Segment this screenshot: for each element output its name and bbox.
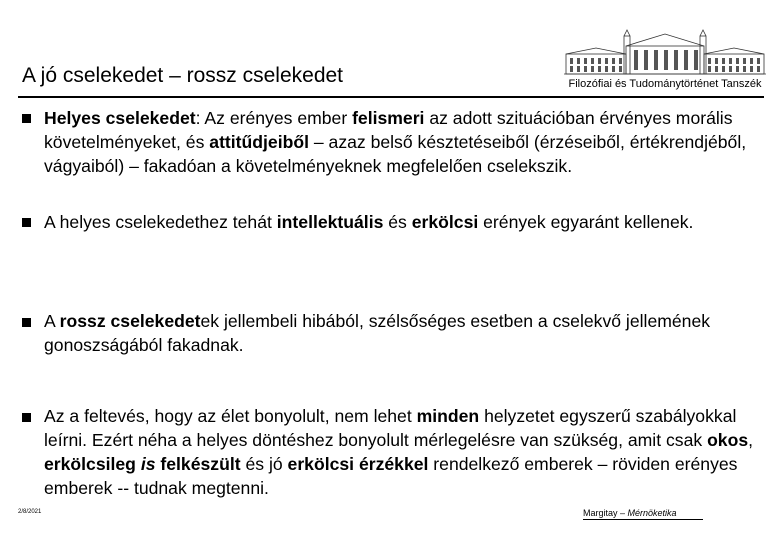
footer-author-name: Margitay – bbox=[583, 508, 628, 518]
body-text: : Az erényes ember bbox=[195, 108, 353, 128]
bullet-paragraph bbox=[44, 106, 766, 178]
footer-date: 2/8/2021 bbox=[18, 509, 42, 515]
bold-text: rossz cselekedet bbox=[59, 311, 201, 331]
emphasis-text: is bbox=[140, 454, 156, 474]
bullet-marker bbox=[22, 413, 31, 422]
body-text: A bbox=[44, 311, 60, 331]
body-text: Az a feltevés, hogy az élet bonyolult, nem lehet bbox=[44, 406, 417, 426]
bullet-marker bbox=[22, 218, 31, 227]
bold-text: intellektuális bbox=[276, 212, 384, 232]
bold-text bbox=[141, 454, 156, 474]
bullet-paragraph bbox=[44, 309, 766, 357]
body-text: helyzetet egyszerű szabályokkal leírni. Ezért néha a helyes döntéshez bonyolult mérlegelésre van szükség, amit csak bbox=[44, 406, 737, 450]
logo-caption: Filozófiai és Tudománytörténet Tanszék bbox=[568, 78, 762, 90]
body-text: és jó bbox=[240, 454, 288, 474]
body-text: erények egyaránt kellenek. bbox=[478, 212, 694, 232]
bold-text: erkölcsileg bbox=[44, 454, 141, 474]
body-text: – azaz belső késztetéseiből (érzéseiből, értékrendjéből, vágyaiból) – fakadóan a követelményeknek megfelelően cselekszik. bbox=[44, 132, 747, 176]
bullet-marker bbox=[22, 114, 31, 123]
body-text: rendelkező emberek – röviden erényes emberek -- tudnak megtenni. bbox=[44, 454, 738, 498]
bullet-marker bbox=[22, 318, 31, 327]
bullet-paragraph bbox=[44, 404, 766, 500]
footer-divider bbox=[583, 519, 703, 520]
bullet-paragraph bbox=[44, 210, 766, 234]
body-text: , bbox=[748, 430, 754, 450]
bold-text: felkészült bbox=[155, 454, 241, 474]
title-divider bbox=[18, 96, 764, 98]
footer-course-title: Mérnöketika bbox=[627, 508, 677, 518]
footer-author bbox=[583, 508, 677, 518]
bold-text: erkölcsi bbox=[411, 212, 479, 232]
body-text: ek jellembeli hibából, szélsőséges esetben a cselekvő jellemének gonoszságából fakadnak. bbox=[44, 311, 711, 355]
body-text: az adott szituációban érvényes morális követelményeket, és bbox=[44, 108, 733, 152]
bold-text: Helyes cselekedet bbox=[44, 108, 196, 128]
bold-text: erkölcsi érzékkel bbox=[287, 454, 429, 474]
bold-text: minden bbox=[416, 406, 480, 426]
bold-text: felismeri bbox=[352, 108, 425, 128]
bold-text: attitűdjeiből bbox=[209, 132, 309, 152]
university-logo bbox=[560, 28, 770, 94]
body-text: A helyes cselekedethez tehát bbox=[44, 212, 277, 232]
bold-text: okos bbox=[707, 430, 749, 450]
building-illustration bbox=[560, 28, 770, 78]
body-text: és bbox=[383, 212, 412, 232]
slide-title: A jó cselekedet – rossz cselekedet bbox=[22, 64, 344, 87]
